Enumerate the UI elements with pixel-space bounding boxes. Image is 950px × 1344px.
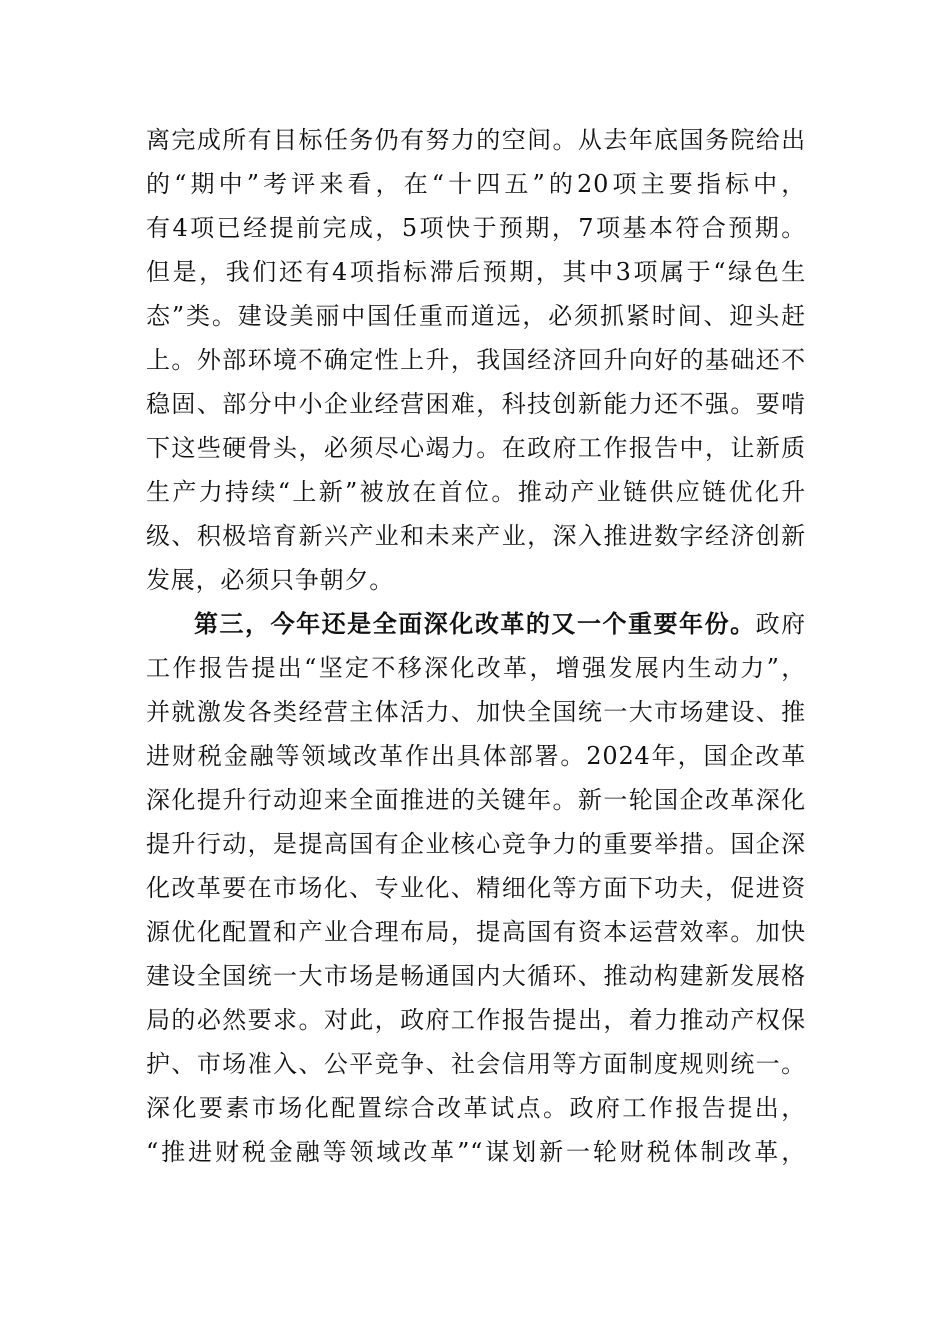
text-line: “推进财税金融等领域改革”“谋划新一轮财税体制改革， bbox=[146, 1138, 806, 1166]
paragraph-heading: 第三，今年还是全面深化改革的又一个重要年份。 bbox=[194, 609, 756, 638]
text-line: 工作报告提出“坚定不移深化改革，增强发展内生动力”， bbox=[146, 654, 806, 682]
text-fragment: 政府 bbox=[755, 610, 806, 638]
text-line: 生产力持续“上新”被放在首位。推动产业链供应链优化升 bbox=[146, 478, 806, 506]
text-line: 护、市场准入、公平竞争、社会信用等方面制度规则统一。 bbox=[146, 1050, 806, 1078]
text-line: 的“期中”考评来看，在“十四五”的20项主要指标中， bbox=[146, 170, 806, 198]
text-line: 有4项已经提前完成，5项快于预期，7项基本符合预期。 bbox=[146, 214, 806, 242]
text-line: 离完成所有目标任务仍有努力的空间。从去年底国务院给出 bbox=[146, 126, 806, 154]
text-line: 但是，我们还有4项指标滞后预期，其中3项属于“绿色生 bbox=[146, 258, 806, 286]
text-line: 化改革要在市场化、专业化、精细化等方面下功夫，促进资 bbox=[146, 874, 806, 902]
text-line: 进财税金融等领域改革作出具体部署。2024年，国企改革 bbox=[146, 742, 806, 770]
text-line: 下这些硬骨头，必须尽心竭力。在政府工作报告中，让新质 bbox=[146, 434, 806, 462]
text-line: 深化要素市场化配置综合改革试点。政府工作报告提出， bbox=[146, 1094, 806, 1122]
text-line: 局的必然要求。对此，政府工作报告提出，着力推动产权保 bbox=[146, 1006, 806, 1034]
text-line: 态”类。建设美丽中国任重而道远，必须抓紧时间、迎头赶 bbox=[146, 302, 806, 330]
text-line: 源优化配置和产业合理布局，提高国有资本运营效率。加快 bbox=[146, 918, 806, 946]
text-line: 深化提升行动迎来全面推进的关键年。新一轮国企改革深化 bbox=[146, 786, 806, 814]
text-line: 级、积极培育新兴产业和未来产业，深入推进数字经济创新 bbox=[146, 522, 806, 550]
text-line: 建设全国统一大市场是畅通国内大循环、推动构建新发展格 bbox=[146, 962, 806, 990]
paragraph-heading-line bbox=[194, 604, 806, 644]
text-line: 稳固、部分中小企业经营困难，科技创新能力还不强。要啃 bbox=[146, 390, 806, 418]
text-line: 发展，必须只争朝夕。 bbox=[146, 566, 394, 594]
text-line: 提升行动，是提高国有企业核心竞争力的重要举措。国企深 bbox=[146, 830, 806, 858]
text-line: 并就激发各类经营主体活力、加快全国统一大市场建设、推 bbox=[146, 698, 806, 726]
text-line: 上。外部环境不确定性上升，我国经济回升向好的基础还不 bbox=[146, 346, 806, 374]
